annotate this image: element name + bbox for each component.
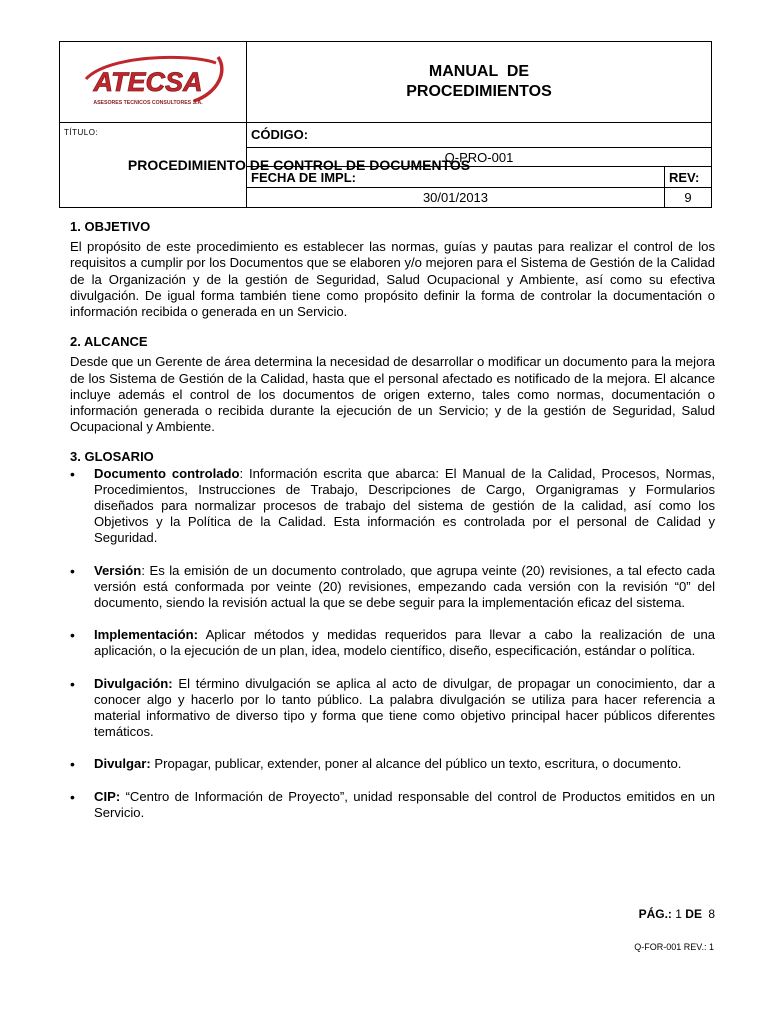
glossary-term: Documento controlado <box>94 465 240 481</box>
fecha-value: 30/01/2013 <box>247 188 665 208</box>
section-title-glosario: 3. GLOSARIO <box>70 449 154 465</box>
glossary-sep <box>198 627 206 642</box>
pag-total: 8 <box>708 907 715 921</box>
manual-title-line2: PROCEDIMIENTOS <box>406 83 552 100</box>
glossary-definition: Información escrita que abarca: El Manual de la Calidad, Procesos, Normas, Procedimientos, Instrucciones de Trabajo, Descripciones de Cargo, Organigramas y Formularios diseñados para normalizar procesos de trabajo del sistema de gestión de la calidad, así como los Objetivos y la Política de la Calidad. Esta información es controlada por el personal de Calidad y Seguridad. <box>94 465 715 546</box>
header-table <box>59 41 712 208</box>
glossary-sep: : <box>141 562 150 578</box>
section-title-objetivo: 1. OBJETIVO <box>70 219 151 234</box>
company-logo <box>78 49 228 111</box>
form-code: Q-FOR-001 REV.: 1 <box>634 942 714 952</box>
bullet-icon: • <box>70 465 75 482</box>
page-number <box>639 907 715 921</box>
glossary-definition: El término divulgación se aplica al acto de divulgar, de propagar un conocimiento, dar a conocer algo y hacerlo por lo tanto público. La palabra divulgación se utiliza para hacer referencia a material informativo de diverso tipo y forma que tiene como objetivo principal hacer públicos diferentes temáticos. <box>94 675 715 740</box>
logo-subtext: ASESORES TECNICOS CONSULTORES S.A. <box>93 99 203 106</box>
section-text-objetivo: El propósito de este procedimiento es establecer las normas, guías y pautas para realizar el control de los requisitos a cumplir por los Documentos que se elaboren y/o mejoren para el Sistema de Gestión de la Calidad de la Organización y de la gestión de Seguridad, Salud Ocupacional y Ambiente, así como su efectiva divulgación. De igual forma también tiene como propósito definir la forma de controlar la documentación o información recibida o generada en un Servicio. <box>70 239 715 320</box>
pag-label: PÁG.: <box>638 907 672 921</box>
glossary-item <box>70 789 715 821</box>
glossary-item <box>70 466 715 547</box>
logo-wordmark: ATECSA <box>93 66 203 97</box>
titulo-label: TÍTULO: <box>64 128 99 137</box>
glossary-sep: : <box>239 465 249 481</box>
bullet-icon: • <box>70 675 75 692</box>
logo-cell <box>60 42 247 123</box>
glossary-item <box>70 676 715 741</box>
bullet-icon: • <box>70 788 75 805</box>
manual-title-cell <box>247 42 712 123</box>
de-label: DE <box>685 907 702 921</box>
bullet-icon: • <box>70 627 75 644</box>
bullet-icon: • <box>70 562 75 579</box>
glossary-definition: Es la emisión de un documento controlado, que agrupa veinte (20) revisiones, a tal efecto cada versión está conformada por veinte (20) revisiones, empezando cada versión con la revisión “0” del documento, siendo la revisión actual la que se debe seguir para la implementación eficaz del sistema. <box>94 562 715 611</box>
glossary-term: Implementación: <box>94 627 199 643</box>
rev-value: 9 <box>665 188 712 208</box>
document-title: PROCEDIMIENTO DE CONTROL DE DOCUMENTOS <box>127 157 471 173</box>
document-body <box>70 219 715 837</box>
section-title-alcance: 2. ALCANCE <box>70 334 148 350</box>
glossary-item <box>70 563 715 612</box>
manual-title-line1: MANUAL DE <box>428 63 530 80</box>
pag-current: 1 <box>675 907 682 921</box>
glossary-term: Divulgación: <box>94 675 173 691</box>
codigo-value: Q-PRO-001 <box>247 148 712 167</box>
rev-label: REV: <box>665 167 712 188</box>
glossary-term: Versión <box>94 562 142 578</box>
glossary-list <box>70 466 715 821</box>
glossary-term: CIP: <box>94 788 121 804</box>
glossary-item <box>70 756 715 772</box>
glossary-definition: Aplicar métodos y medidas requeridos para llevar a cabo la realización de una aplicación, o la ejecución de un plan, idea, modelo científico, diseño, especificación, estándar o política. <box>94 627 716 659</box>
bullet-icon: • <box>70 756 75 773</box>
glossary-item <box>70 627 715 659</box>
section-text-alcance: Desde que un Gerente de área determina la necesidad de desarrollar o modificar un documento para la mejora de los Sistema de Gestión de la Calidad, hasta que el personal afectado es notificado de la mejora. El alcance incluye además el control de los documentos de origen externo, tales como normas, documentación o información generada o recibida durante la ejecución de un Servicio; y de la gestión de Seguridad, Salud Ocupacional y Ambiente. <box>70 354 715 435</box>
glossary-definition: Propagar, publicar, extender, poner al alcance del público un texto, escritura, o documento. <box>154 756 682 772</box>
glossary-term: Divulgar: <box>94 756 151 772</box>
codigo-label: CÓDIGO: <box>247 123 712 148</box>
fecha-label: FECHA DE IMPL: <box>247 167 665 188</box>
glossary-definition: “Centro de Información de Proyecto”, unidad responsable del control de Productos emitidos en un Servicio. <box>94 788 716 820</box>
